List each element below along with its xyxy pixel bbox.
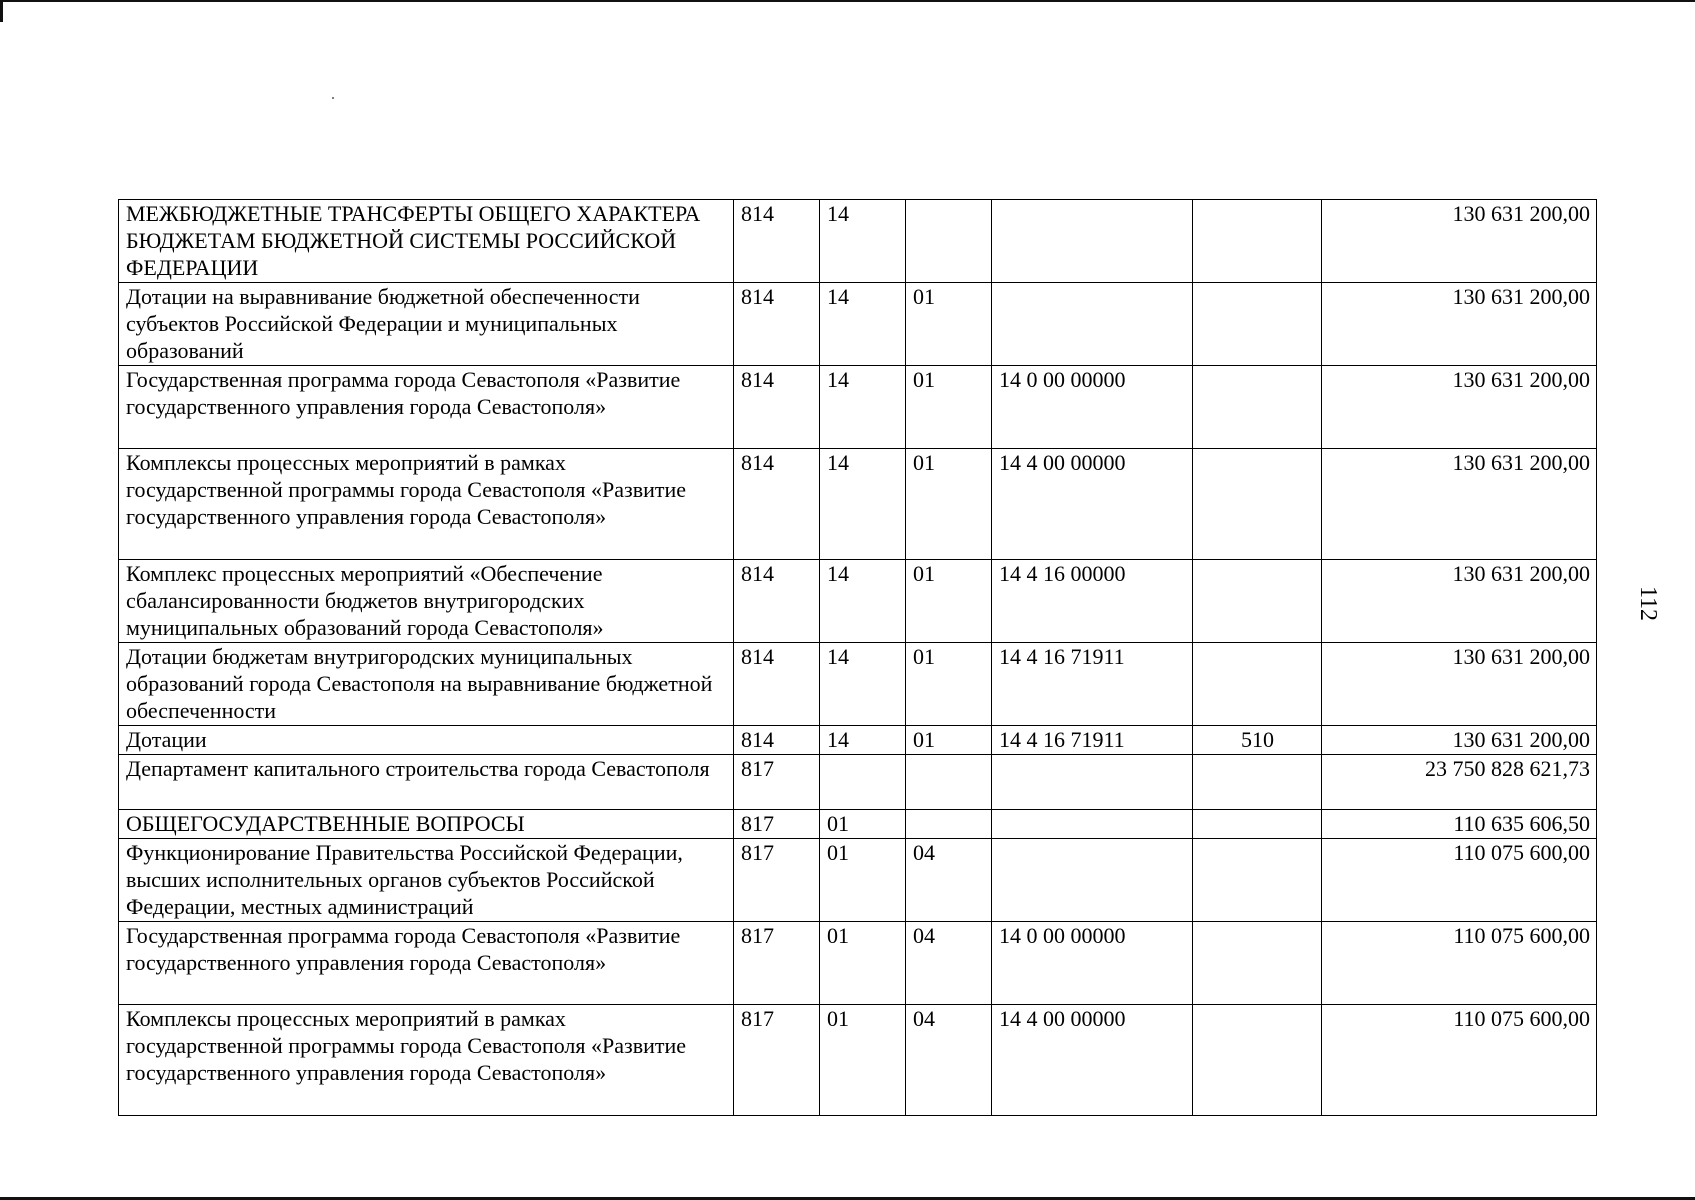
amount: 110 075 600,00 xyxy=(1322,839,1597,922)
table-row xyxy=(119,560,1597,643)
budget-table xyxy=(118,199,1597,1116)
table-row xyxy=(119,643,1597,726)
item-name: Государственная программа города Севастополя «Развитие государственного управления города Севастополя» xyxy=(119,366,734,449)
table-row xyxy=(119,449,1597,560)
grbs-code: 814 xyxy=(734,449,820,560)
subsection-code xyxy=(906,810,992,839)
amount: 110 075 600,00 xyxy=(1322,922,1597,1005)
target-article-code: 14 4 00 00000 xyxy=(992,449,1193,560)
grbs-code: 814 xyxy=(734,366,820,449)
target-article-code: 14 4 16 71911 xyxy=(992,643,1193,726)
section-code: 14 xyxy=(820,449,906,560)
item-name: ОБЩЕГОСУДАРСТВЕННЫЕ ВОПРОСЫ xyxy=(119,810,734,839)
section-code: 01 xyxy=(820,922,906,1005)
section-code: 14 xyxy=(820,560,906,643)
scan-border-left xyxy=(0,0,3,22)
grbs-code: 814 xyxy=(734,200,820,283)
table-row xyxy=(119,810,1597,839)
grbs-code: 817 xyxy=(734,1005,820,1116)
amount: 130 631 200,00 xyxy=(1322,726,1597,755)
table-row xyxy=(119,726,1597,755)
item-name: МЕЖБЮДЖЕТНЫЕ ТРАНСФЕРТЫ ОБЩЕГО ХАРАКТЕРА БЮДЖЕТАМ БЮДЖЕТНОЙ СИСТЕМЫ РОССИЙСКОЙ ФЕДЕРАЦИИ xyxy=(119,200,734,283)
subsection-code: 01 xyxy=(906,283,992,366)
expense-type-code xyxy=(1193,643,1322,726)
grbs-code: 817 xyxy=(734,755,820,810)
subsection-code: 01 xyxy=(906,643,992,726)
item-name: Дотации xyxy=(119,726,734,755)
expense-type-code: 510 xyxy=(1193,726,1322,755)
expense-type-code xyxy=(1193,366,1322,449)
expense-type-code xyxy=(1193,283,1322,366)
expense-type-code xyxy=(1193,922,1322,1005)
amount: 130 631 200,00 xyxy=(1322,366,1597,449)
expense-type-code xyxy=(1193,810,1322,839)
subsection-code: 01 xyxy=(906,560,992,643)
grbs-code: 817 xyxy=(734,922,820,1005)
expense-type-code xyxy=(1193,200,1322,283)
table-row xyxy=(119,366,1597,449)
expense-type-code xyxy=(1193,755,1322,810)
table-row xyxy=(119,200,1597,283)
subsection-code: 01 xyxy=(906,449,992,560)
target-article-code xyxy=(992,200,1193,283)
grbs-code: 814 xyxy=(734,560,820,643)
item-name: Дотации на выравнивание бюджетной обеспеченности субъектов Российской Федерации и муниципальных образований xyxy=(119,283,734,366)
amount: 130 631 200,00 xyxy=(1322,200,1597,283)
table-row xyxy=(119,922,1597,1005)
item-name: Комплекс процессных мероприятий «Обеспечение сбалансированности бюджетов внутригородских муниципальных образований города Севастополя» xyxy=(119,560,734,643)
grbs-code: 814 xyxy=(734,283,820,366)
section-code: 01 xyxy=(820,839,906,922)
page-number: 112 xyxy=(1635,585,1662,622)
amount: 110 075 600,00 xyxy=(1322,1005,1597,1116)
subsection-code: 01 xyxy=(906,366,992,449)
scan-speck xyxy=(332,97,334,99)
target-article-code xyxy=(992,839,1193,922)
target-article-code: 14 0 00 00000 xyxy=(992,922,1193,1005)
subsection-code xyxy=(906,200,992,283)
section-code: 01 xyxy=(820,810,906,839)
subsection-code xyxy=(906,755,992,810)
table-row xyxy=(119,283,1597,366)
target-article-code xyxy=(992,755,1193,810)
grbs-code: 817 xyxy=(734,839,820,922)
subsection-code: 04 xyxy=(906,922,992,1005)
target-article-code: 14 0 00 00000 xyxy=(992,366,1193,449)
grbs-code: 814 xyxy=(734,726,820,755)
target-article-code: 14 4 16 00000 xyxy=(992,560,1193,643)
item-name: Дотации бюджетам внутригородских муниципальных образований города Севастополя на выравнивание бюджетной обеспеченности xyxy=(119,643,734,726)
amount: 110 635 606,50 xyxy=(1322,810,1597,839)
item-name: Государственная программа города Севастополя «Развитие государственного управления города Севастополя» xyxy=(119,922,734,1005)
expense-type-code xyxy=(1193,449,1322,560)
expense-type-code xyxy=(1193,839,1322,922)
table-row xyxy=(119,755,1597,810)
expense-type-code xyxy=(1193,1005,1322,1116)
scan-border-top xyxy=(0,0,1695,2)
section-code: 14 xyxy=(820,643,906,726)
item-name: Функционирование Правительства Российской Федерации, высших исполнительных органов субъектов Российской Федерации, местных администраций xyxy=(119,839,734,922)
table-row xyxy=(119,839,1597,922)
section-code: 14 xyxy=(820,726,906,755)
target-article-code: 14 4 00 00000 xyxy=(992,1005,1193,1116)
amount: 130 631 200,00 xyxy=(1322,560,1597,643)
table-row xyxy=(119,1005,1597,1116)
amount: 130 631 200,00 xyxy=(1322,643,1597,726)
amount: 130 631 200,00 xyxy=(1322,449,1597,560)
subsection-code: 04 xyxy=(906,1005,992,1116)
item-name: Комплексы процессных мероприятий в рамках государственной программы города Севастополя «Развитие государственного управления города Севастополя» xyxy=(119,449,734,560)
amount: 130 631 200,00 xyxy=(1322,283,1597,366)
amount: 23 750 828 621,73 xyxy=(1322,755,1597,810)
subsection-code: 04 xyxy=(906,839,992,922)
budget-table-body xyxy=(119,200,1597,1116)
section-code: 14 xyxy=(820,366,906,449)
section-code xyxy=(820,755,906,810)
target-article-code: 14 4 16 71911 xyxy=(992,726,1193,755)
subsection-code: 01 xyxy=(906,726,992,755)
item-name: Комплексы процессных мероприятий в рамках государственной программы города Севастополя «Развитие государственного управления города Севастополя» xyxy=(119,1005,734,1116)
target-article-code xyxy=(992,283,1193,366)
target-article-code xyxy=(992,810,1193,839)
section-code: 01 xyxy=(820,1005,906,1116)
section-code: 14 xyxy=(820,283,906,366)
section-code: 14 xyxy=(820,200,906,283)
grbs-code: 814 xyxy=(734,643,820,726)
item-name: Департамент капитального строительства города Севастополя xyxy=(119,755,734,810)
expense-type-code xyxy=(1193,560,1322,643)
grbs-code: 817 xyxy=(734,810,820,839)
